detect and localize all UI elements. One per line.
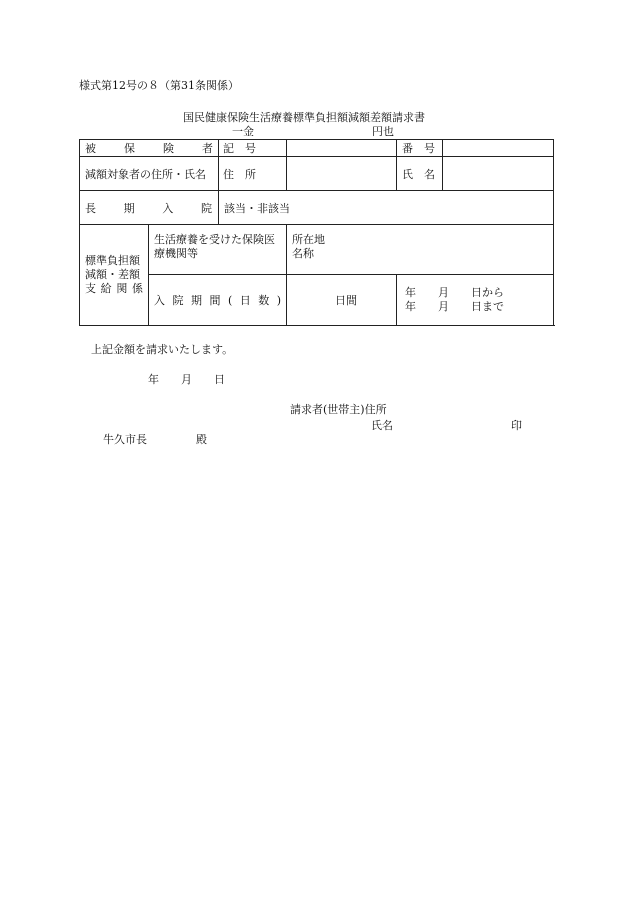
number-field[interactable] — [443, 140, 554, 157]
amount-suffix: 円也 — [372, 125, 394, 138]
days-label[interactable]: 日間 — [287, 275, 397, 326]
difference-label-line3: 支給関係 — [85, 282, 143, 295]
name-field[interactable] — [443, 157, 554, 191]
facility-label — [149, 225, 287, 275]
facility-name-label: 名称 — [292, 247, 314, 260]
request-date: 年 月 日 — [148, 373, 225, 386]
facility-label-line1: 生活療養を受けた保険医 — [154, 233, 275, 246]
claim-form-table — [79, 139, 554, 326]
form-number: 様式第12号の８（第31条関係） — [79, 79, 239, 92]
address-field[interactable] — [287, 157, 397, 191]
insured-label: 被保険者 — [80, 140, 219, 157]
difference-label-line1: 標準負担額 — [85, 254, 140, 267]
long-term-value[interactable]: 該当・非該当 — [219, 191, 554, 225]
from-label: 年 月 日から — [405, 286, 505, 299]
facility-label-line2: 療機関等 — [154, 247, 198, 260]
difference-label-line2: 減額・差額 — [85, 268, 140, 281]
address-name-label: 減額対象者の住所・氏名 — [80, 157, 219, 191]
facility-info[interactable] — [287, 225, 554, 275]
symbol-label: 記 号 — [219, 140, 287, 157]
claimant-name-label: 氏名 — [371, 419, 393, 432]
amount-prefix: 一金 — [232, 125, 254, 138]
document-title: 国民健康保険生活療養標準負担額減額差額請求書 — [183, 111, 425, 124]
long-term-label: 長期入院 — [80, 191, 219, 225]
number-label: 番 号 — [397, 140, 443, 157]
location-label: 所在地 — [292, 233, 325, 246]
seal-mark: 印 — [511, 419, 522, 432]
to-label: 年 月 日まで — [405, 300, 505, 313]
period-dates[interactable] — [397, 275, 554, 326]
period-label: 入院期間(日数) — [149, 275, 287, 326]
claimant-address-label: 請求者(世帯主)住所 — [290, 403, 387, 416]
name-label: 氏 名 — [397, 157, 443, 191]
addressee: 牛久市長 — [103, 433, 147, 446]
address-label: 住 所 — [219, 157, 287, 191]
request-statement: 上記金額を請求いたします。 — [91, 343, 234, 356]
symbol-field[interactable] — [287, 140, 397, 157]
difference-label — [80, 225, 149, 326]
honorific: 殿 — [196, 433, 207, 446]
